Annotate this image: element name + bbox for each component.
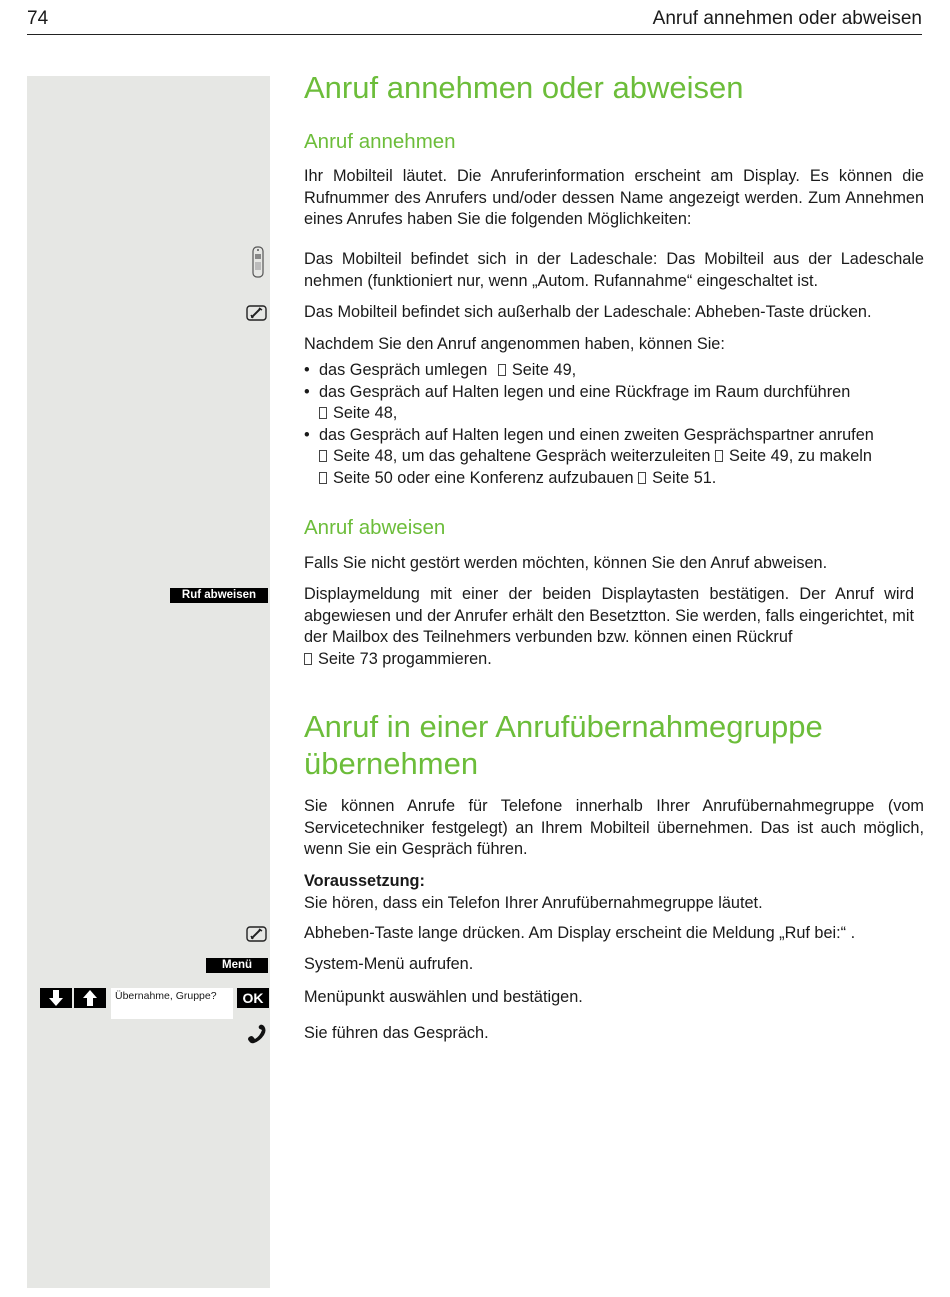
down-arrow-key-icon — [49, 990, 63, 1006]
reject-softkey[interactable]: Ruf abweisen — [170, 588, 268, 603]
down-arrow-key[interactable] — [40, 988, 72, 1008]
page-reference-arrow-icon — [319, 407, 327, 419]
phone-receiver-icon — [246, 1024, 268, 1044]
page-number: 74 — [27, 8, 49, 29]
section-title: Anruf annehmen oder abweisen — [304, 70, 744, 105]
bullet-text: das Gespräch auf Halten legen und einen zweiten Gesprächspartner anrufen — [319, 425, 874, 444]
page-reference-arrow-icon — [304, 653, 312, 665]
up-arrow-key-icon — [83, 990, 97, 1006]
step-reject-text: Displaymeldung mit einer der beiden Displaytasten bestätigen. Der Anruf wird abgewiesen und der Anrufer erhält den Besetztton. Sie werden, falls eingerichtet, mit der Mailbox des Teilnehmers verbunden bzw. können einen Rückruf — [304, 585, 914, 646]
offhook-key-icon — [246, 305, 267, 321]
ok-key[interactable]: OK — [237, 988, 269, 1008]
display-menu-item: Übernahme, Gruppe? — [111, 988, 233, 1019]
page-ref[interactable]: Seite 50 oder eine Konferenz aufzubauen — [333, 468, 634, 487]
title-line: Anruf in einer Anrufübernahmegruppe — [304, 709, 823, 744]
step-select: Menüpunkt auswählen und bestätigen. — [304, 988, 583, 1006]
menu-softkey[interactable]: Menü — [206, 958, 268, 973]
page-ref[interactable]: Seite 51. — [652, 468, 717, 487]
page-reference-arrow-icon — [319, 472, 327, 484]
page-ref[interactable]: Seite 48, um das gehaltene Gespräch weiterzuleiten — [333, 447, 711, 465]
prereq-label: Voraussetzung: — [304, 872, 425, 890]
page-reference-arrow-icon — [638, 472, 646, 484]
bullet-text: das Gespräch umlegen — [319, 361, 488, 379]
page-header — [27, 6, 922, 35]
step-cradle: Das Mobilteil befindet sich in der Ladeschale: Das Mobilteil aus der Ladeschale nehmen (funktioniert nur, wenn „Autom. Rufannahme“ eingeschaltet ist. — [304, 250, 924, 290]
page-ref[interactable]: Seite 73 progammieren. — [318, 649, 492, 668]
running-title: Anruf annehmen oder abweisen — [652, 8, 922, 29]
handset-in-cradle-icon — [251, 246, 265, 278]
list-item — [304, 425, 924, 490]
step-longpress: Abheben-Taste lange drücken. Am Display erscheint die Meldung „Ruf bei:“ . — [304, 924, 856, 942]
list-item — [304, 360, 924, 382]
sidebar-column — [27, 76, 270, 1288]
offhook-key-icon — [246, 926, 267, 942]
step-talk: Sie führen das Gespräch. — [304, 1024, 489, 1042]
page-ref[interactable]: Seite 49, — [511, 361, 577, 379]
prerequisite — [304, 871, 924, 914]
page-ref[interactable]: Seite 48, — [333, 404, 398, 422]
step-reject — [304, 584, 914, 670]
page-ref[interactable]: Seite 49, zu makeln — [728, 447, 872, 465]
page-reference-arrow-icon — [319, 450, 327, 462]
pickup-intro: Sie können Anrufe für Telefone innerhalb Ihrer Anrufübernahmegruppe (vom Servicetechniker festgelegt) an Ihrem Mobilteil übernehmen. Das ist auch möglich, wenn Sie ein Gespräch führen. — [304, 797, 924, 858]
title-line: übernehmen — [304, 746, 479, 781]
subsection-title-answer: Anruf annehmen — [304, 130, 456, 153]
step-menu: System-Menü aufrufen. — [304, 955, 474, 973]
page-reference-arrow-icon — [715, 450, 723, 462]
section-title-pickup — [304, 708, 823, 782]
page-reference-arrow-icon — [498, 364, 506, 376]
up-arrow-key[interactable] — [74, 988, 106, 1008]
reject-intro: Falls Sie nicht gestört werden möchten, können Sie den Anruf abweisen. — [304, 554, 828, 572]
list-item — [304, 382, 924, 425]
step-offhook: Das Mobilteil befindet sich außerhalb der Ladeschale: Abheben-Taste drücken. — [304, 303, 872, 321]
subsection-title-reject: Anruf abweisen — [304, 516, 446, 539]
after-call-text: Nachdem Sie den Anruf angenommen haben, können Sie: — [304, 335, 725, 353]
prereq-text: Sie hören, dass ein Telefon Ihrer Anrufübernahmegruppe läutet. — [304, 893, 763, 912]
answer-intro: Ihr Mobilteil läutet. Die Anruferinformation erscheint am Display. Es können die Rufnummer des Anrufers und/oder dessen Name angezeigt werden. Zum Annehmen eines Anrufes haben Sie die folgenden Möglichkeiten: — [304, 167, 924, 228]
option-list — [304, 360, 924, 489]
bullet-text: das Gespräch auf Halten legen und eine Rückfrage im Raum durchführen — [319, 382, 851, 401]
